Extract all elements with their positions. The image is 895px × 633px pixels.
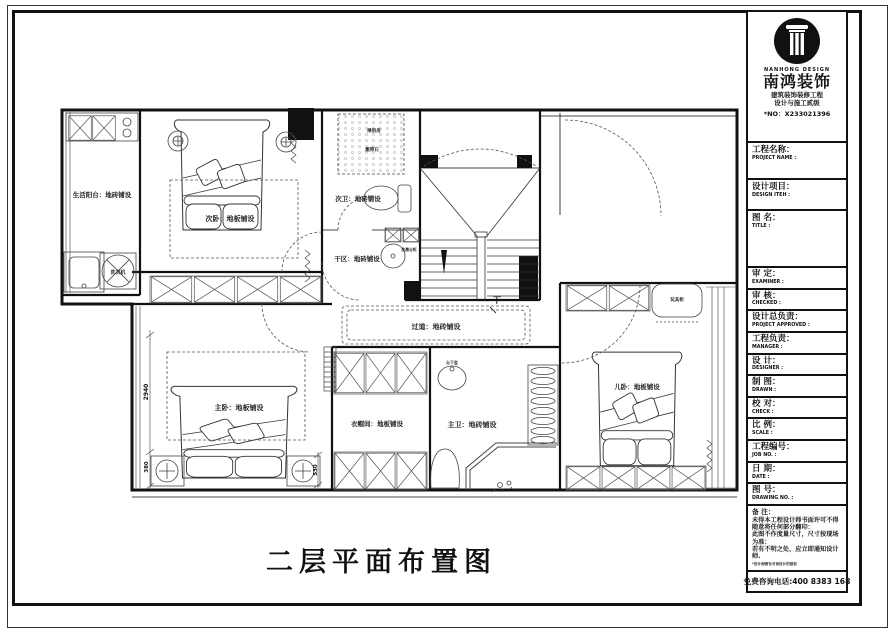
stair-direction-arrow xyxy=(441,250,447,274)
dim-530: 530 xyxy=(313,464,319,476)
row-job-no xyxy=(748,439,846,461)
row-date xyxy=(748,461,846,483)
field-cn: 工程名称： xyxy=(752,145,795,155)
row-cn: 图 号： xyxy=(752,485,781,496)
row-cn: 比 例： xyxy=(752,420,781,431)
label-shower-note1: 淋浴房 xyxy=(367,129,381,134)
row-scale xyxy=(748,417,846,439)
brand-name-cn: 南鸿装饰 xyxy=(762,72,831,91)
row-en: SCALE : xyxy=(752,431,773,437)
row-examiner xyxy=(748,266,846,288)
row-drawn xyxy=(748,374,846,396)
brand-subtitle-1: 建筑装饰装修工程 xyxy=(771,90,823,99)
row-cn: 工程负责： xyxy=(752,333,795,344)
columns xyxy=(288,108,538,300)
hotline: 免费咨询电话:400 8383 168 xyxy=(748,570,846,591)
label-cloakroom: 衣帽间：地板铺设 xyxy=(351,420,403,428)
signature-rows xyxy=(748,266,846,504)
row-en: DRAWING NO. : xyxy=(752,496,794,502)
balcony-fittings xyxy=(64,113,138,292)
notes-fine-print: *设计师拥有对该设计的版权 xyxy=(752,561,798,566)
row-en: JOB NO. : xyxy=(752,452,777,458)
field-en: TITLE : xyxy=(752,223,771,229)
row-check xyxy=(748,396,846,418)
notes-line: 师. xyxy=(752,553,761,561)
bed-master-bedroom xyxy=(171,386,297,478)
row-project-approved xyxy=(748,309,846,331)
label-balcony: 生活阳台：地砖铺设 xyxy=(72,191,132,199)
row-cn: 校 对： xyxy=(752,398,781,409)
label-seat-note: 玩具柜 xyxy=(670,298,684,303)
row-en: DRAWN : xyxy=(752,387,777,393)
notes-section xyxy=(748,504,846,570)
notes-line: 若有不明之处，应立即通知设计 xyxy=(752,546,839,554)
notes-line: 未得本工程设计师书面许可不得 xyxy=(752,516,839,524)
notes-title: 备 注： xyxy=(752,508,775,516)
label-dry-area: 干区：地砖铺设 xyxy=(334,255,380,263)
bed-second-bedroom xyxy=(174,120,269,230)
row-cn: 工程编号： xyxy=(752,442,795,453)
row-en: DATE : xyxy=(752,474,770,480)
row-drawing-no xyxy=(748,482,846,504)
row-cn: 日 期： xyxy=(752,463,781,474)
brand-name-en: NANHONG DESIGN xyxy=(763,67,831,73)
label-second-bedroom: 次卧：地板铺设 xyxy=(205,215,255,223)
label-master-bath: 主卫：地砖铺设 xyxy=(447,421,497,429)
kids-seat xyxy=(652,284,702,322)
sheet-title: 二层平面布置图 xyxy=(266,547,497,578)
row-manager xyxy=(748,331,846,353)
brand-subtitle-2: 设计与施工贰级 xyxy=(774,98,820,107)
field-drawing-title xyxy=(748,209,846,266)
field-cn: 设计项目： xyxy=(752,182,795,192)
row-en: CHECKED : xyxy=(752,301,781,307)
label-stairs-down: 下 xyxy=(493,296,501,305)
field-cn: 图 名： xyxy=(752,213,781,223)
notes-line: 为准： xyxy=(752,538,771,546)
row-en: PROJECT APPROVED : xyxy=(752,323,810,329)
field-design-item xyxy=(748,178,846,209)
label-basin-note: 台下盆 xyxy=(446,360,458,365)
bed-kids-bedroom xyxy=(592,352,682,466)
row-en: CHECK : xyxy=(752,409,774,415)
notes-line: 此图不作度量尺寸，尺寸按现场 xyxy=(752,531,839,539)
label-kids-bedroom: 儿卧：地板铺设 xyxy=(614,383,660,391)
label-second-bath: 次卫：地砖铺设 xyxy=(335,195,381,203)
company-logo-icon xyxy=(773,17,821,65)
bath-fixtures xyxy=(338,114,558,492)
row-cn: 审 核： xyxy=(752,290,781,301)
brand-license-no: *NO：X233021396 xyxy=(763,109,831,118)
row-designer xyxy=(748,353,846,375)
row-cn: 制 图： xyxy=(752,377,781,388)
row-cn: 设计总负责： xyxy=(752,312,804,323)
dim-380: 380 xyxy=(144,461,150,473)
dim-2940: 2940 xyxy=(143,383,150,401)
notes-line: 随意将任何部分翻印： xyxy=(752,524,814,532)
field-en: PROJECT NAME : xyxy=(752,155,797,161)
row-cn: 审 定： xyxy=(752,269,781,279)
row-checked xyxy=(748,288,846,310)
label-vanity-note: 洗漱台柜 xyxy=(401,247,417,252)
brand-section xyxy=(748,12,846,141)
label-master-bedroom: 主卧：地板铺设 xyxy=(214,404,264,412)
field-project-name xyxy=(748,141,846,178)
row-en: EXAMINER : xyxy=(752,279,784,285)
field-en: DESIGN ITEH : xyxy=(752,192,791,198)
row-cn: 设 计： xyxy=(752,355,781,366)
label-washer: 洗衣机 xyxy=(110,270,126,276)
label-hallway: 过道：地砖铺设 xyxy=(411,323,461,331)
title-block xyxy=(743,10,851,593)
row-en: MANAGER : xyxy=(752,344,783,350)
label-shower-note2: 鹅卵石 xyxy=(365,148,379,153)
row-en: DESIGNER : xyxy=(752,366,784,372)
